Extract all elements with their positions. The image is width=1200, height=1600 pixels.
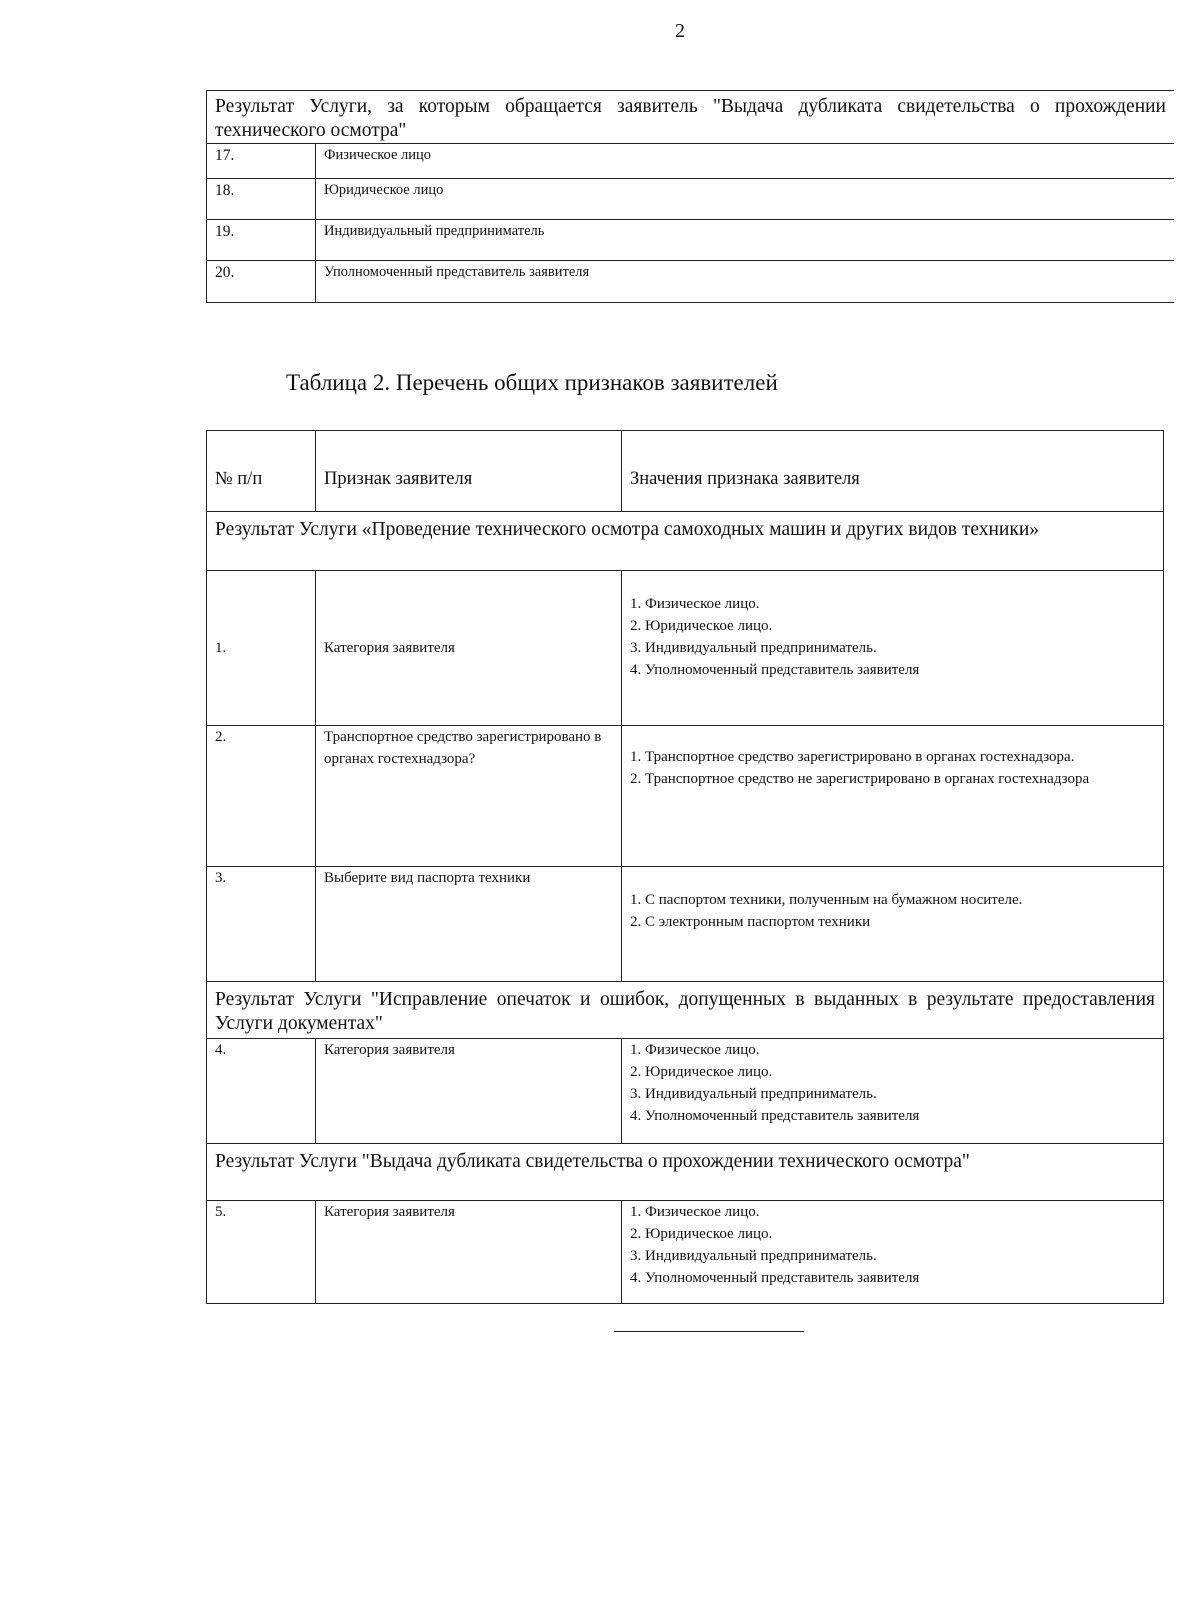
- value-item: 2. Юридическое лицо.: [630, 618, 773, 634]
- table1-header-row: [207, 91, 1175, 144]
- column-header-values: Значения признака заявителя: [622, 431, 1164, 512]
- table-row: [207, 144, 1175, 179]
- value-item: 1. Физическое лицо.: [630, 1042, 760, 1058]
- row-number: 18.: [207, 179, 316, 220]
- values-cell: [622, 726, 1164, 867]
- table-row: [207, 1039, 1164, 1144]
- table-row: [207, 726, 1164, 867]
- row-number: 5.: [207, 1201, 316, 1304]
- values-cell: [622, 1039, 1164, 1144]
- value-item: 4. Уполномоченный представитель заявителя: [630, 1108, 920, 1124]
- feature-cell: Категория заявителя: [316, 571, 622, 726]
- value-item: 1. С паспортом техники, полученным на бумажном носителе.: [630, 892, 1023, 908]
- value-item: 2. С электронным паспортом техники: [630, 914, 871, 930]
- feature-cell: Категория заявителя: [316, 1039, 622, 1144]
- applicant-table-continued: [206, 90, 1174, 303]
- feature-cell: Транспортное средство зарегистрировано в органах гостехнадзора?: [316, 726, 622, 867]
- row-text: Уполномоченный представитель заявителя: [316, 261, 1175, 303]
- row-text: Физическое лицо: [316, 144, 1175, 179]
- value-item: 4. Уполномоченный представитель заявителя: [630, 1270, 920, 1286]
- row-number: 3.: [207, 867, 316, 982]
- column-header-row: [207, 431, 1164, 512]
- feature-cell: Категория заявителя: [316, 1201, 622, 1304]
- column-header-number: № п/п: [207, 431, 316, 512]
- page-number: [0, 20, 1200, 43]
- table-row: [207, 220, 1175, 261]
- table-row: [207, 179, 1175, 220]
- table-row: [207, 571, 1164, 726]
- group-row: [207, 512, 1164, 571]
- value-item: 1. Физическое лицо.: [630, 596, 760, 612]
- row-number: 2.: [207, 726, 316, 867]
- value-item: 4. Уполномоченный представитель заявителя: [630, 662, 920, 678]
- table-row: [207, 867, 1164, 982]
- table1-header: Результат Услуги, за которым обращается заявитель "Выдача дубликата свидетельства о прохождении технического осмотра": [207, 91, 1175, 144]
- row-number: 1.: [207, 571, 316, 726]
- feature-cell: Выберите вид паспорта техники: [316, 867, 622, 982]
- table-row: [207, 1201, 1164, 1304]
- applicant-features-table: [206, 430, 1164, 1304]
- values-cell: [622, 1201, 1164, 1304]
- row-number: 19.: [207, 220, 316, 261]
- row-number: 4.: [207, 1039, 316, 1144]
- group-title: Результат Услуги "Исправление опечаток и ошибок, допущенных в выданных в результате предоставления Услуги документах": [207, 982, 1164, 1039]
- value-item: 1. Физическое лицо.: [630, 1204, 760, 1220]
- group-title: Результат Услуги "Выдача дубликата свидетельства о прохождении технического осмотра": [207, 1144, 1164, 1201]
- row-text: Юридическое лицо: [316, 179, 1175, 220]
- table2-caption: Таблица 2. Перечень общих признаков заявителей: [286, 370, 778, 395]
- group-row: [207, 982, 1164, 1039]
- values-cell: [622, 571, 1164, 726]
- group-title: Результат Услуги «Проведение технического осмотра самоходных машин и других видов техники»: [207, 512, 1164, 571]
- closing-rule: [614, 1331, 804, 1332]
- table-row: [207, 261, 1175, 303]
- value-item: 1. Транспортное средство зарегистрировано в органах гостехнадзора.: [630, 749, 1075, 765]
- value-item: 3. Индивидуальный предприниматель.: [630, 1248, 877, 1264]
- values-cell: [622, 867, 1164, 982]
- value-item: 2. Транспортное средство не зарегистрировано в органах гостехнадзора: [630, 771, 1090, 787]
- value-item: 3. Индивидуальный предприниматель.: [630, 1086, 877, 1102]
- row-number: 20.: [207, 261, 316, 303]
- row-number: 17.: [207, 144, 316, 179]
- page-number-text: 2: [675, 20, 685, 42]
- row-text: Индивидуальный предприниматель: [316, 220, 1175, 261]
- column-header-feature: Признак заявителя: [316, 431, 622, 512]
- group-row: [207, 1144, 1164, 1201]
- value-item: 3. Индивидуальный предприниматель.: [630, 640, 877, 656]
- value-item: 2. Юридическое лицо.: [630, 1226, 773, 1242]
- value-item: 2. Юридическое лицо.: [630, 1064, 773, 1080]
